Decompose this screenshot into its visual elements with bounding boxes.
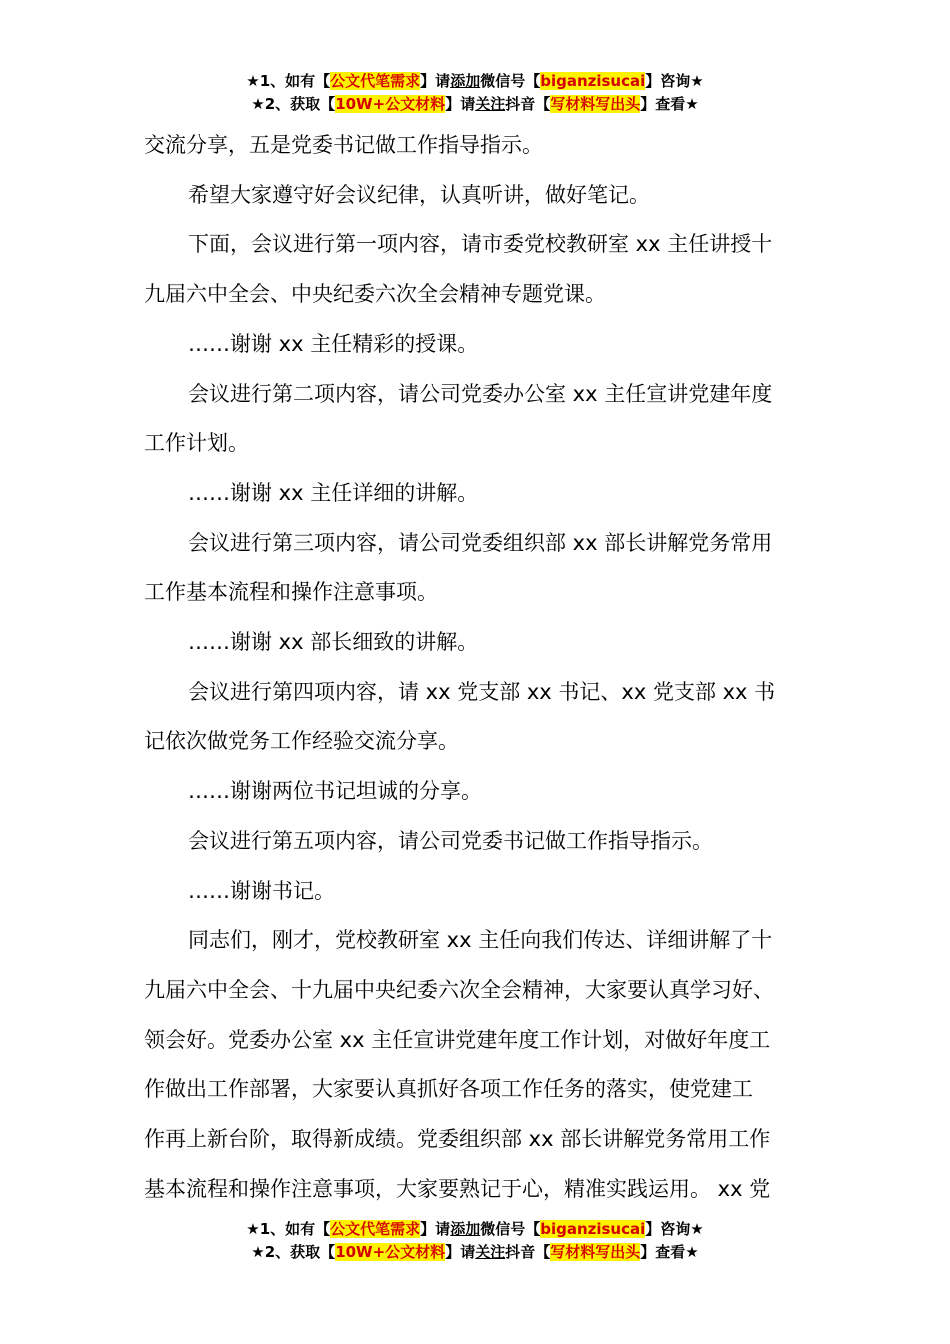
text-line: 同志们，刚才，党校教研室 xx 主任向我们传达、详细讲解了十 bbox=[188, 928, 773, 953]
banner-emphasis: 添加 bbox=[450, 72, 481, 90]
banner-text: ★1、如有【 bbox=[246, 1220, 331, 1238]
text-line: 会议进行第二项内容，请公司党委办公室 xx 主任宣讲党建年度 bbox=[188, 381, 773, 406]
banner-highlight: 写材料写出头 bbox=[550, 95, 641, 113]
text-line: ……谢谢 xx 部长细致的讲解。 bbox=[188, 630, 479, 655]
banner-text: 】请 bbox=[445, 95, 476, 113]
text-line: 基本流程和操作注意事项，大家要熟记于心，精准实践运用。 xx 党 bbox=[144, 1176, 771, 1201]
banner-text: 】咨询★ bbox=[645, 72, 704, 90]
banner-text: 微信号【 bbox=[480, 72, 541, 90]
banner-highlight: 10W+公文材料 bbox=[335, 1243, 446, 1261]
text-line: 工作基本流程和操作注意事项。 bbox=[144, 580, 438, 605]
banner-line-1 bbox=[0, 1218, 950, 1241]
footer-banner bbox=[0, 1218, 950, 1264]
banner-text: 抖音【 bbox=[505, 1243, 551, 1261]
banner-text: 微信号【 bbox=[480, 1220, 541, 1238]
text-line: 下面，会议进行第一项内容，请市委党校教研室 xx 主任讲授十 bbox=[188, 232, 773, 257]
banner-text: 】请 bbox=[420, 1220, 451, 1238]
banner-emphasis: 添加 bbox=[450, 1220, 481, 1238]
text-line: 九届六中全会、中央纪委六次全会精神专题党课。 bbox=[144, 282, 606, 307]
text-line: 交流分享，五是党委书记做工作指导指示。 bbox=[144, 133, 543, 157]
banner-line-2 bbox=[0, 93, 950, 116]
banner-highlight: biganzisucai bbox=[540, 1220, 646, 1238]
banner-line-2 bbox=[0, 1241, 950, 1264]
banner-text: 】请 bbox=[420, 72, 451, 90]
text-line: ……谢谢 xx 主任精彩的授课。 bbox=[188, 331, 479, 356]
banner-highlight: 公文代笔需求 bbox=[330, 1220, 421, 1238]
banner-line-1 bbox=[0, 70, 950, 93]
banner-text: ★1、如有【 bbox=[246, 72, 331, 90]
banner-highlight: 公文代笔需求 bbox=[330, 72, 421, 90]
text-line: 记依次做党务工作经验交流分享。 bbox=[144, 729, 459, 754]
banner-text: 】咨询★ bbox=[645, 1220, 704, 1238]
banner-text: 】请 bbox=[445, 1243, 476, 1261]
banner-emphasis: 关注 bbox=[475, 95, 506, 113]
banner-text: ★2、获取【 bbox=[251, 95, 336, 113]
text-line: 作做出工作部署，大家要认真抓好各项工作任务的落实，使党建工 bbox=[144, 1077, 753, 1102]
text-line: 工作计划。 bbox=[144, 431, 249, 456]
text-line: 领会好。党委办公室 xx 主任宣讲党建年度工作计划，对做好年度工 bbox=[144, 1027, 771, 1052]
text-line: 九届六中全会、十九届中央纪委六次全会精神，大家要认真学习好、 bbox=[144, 977, 774, 1002]
text-line: ……谢谢 xx 主任详细的讲解。 bbox=[188, 480, 479, 505]
banner-text: 】查看★ bbox=[640, 95, 699, 113]
text-line: 作再上新台阶，取得新成绩。党委组织部 xx 部长讲解党务常用工作 bbox=[144, 1127, 771, 1152]
text-line: 会议进行第五项内容，请公司党委书记做工作指导指示。 bbox=[188, 828, 713, 853]
text-line: 希望大家遵守好会议纪律，认真听讲，做好笔记。 bbox=[188, 182, 650, 207]
text-line: ……谢谢两位书记坦诚的分享。 bbox=[188, 779, 482, 804]
banner-text: 】查看★ bbox=[640, 1243, 699, 1261]
banner-highlight: 10W+公文材料 bbox=[335, 95, 446, 113]
header-banner bbox=[0, 70, 950, 116]
banner-highlight: 写材料写出头 bbox=[550, 1243, 641, 1261]
banner-text: 抖音【 bbox=[505, 95, 551, 113]
banner-highlight: biganzisucai bbox=[540, 72, 646, 90]
text-line: 会议进行第四项内容，请 xx 党支部 xx 书记、xx 党支部 xx 书 bbox=[188, 679, 776, 704]
banner-text: ★2、获取【 bbox=[251, 1243, 336, 1261]
text-line: ……谢谢书记。 bbox=[188, 878, 335, 903]
banner-emphasis: 关注 bbox=[475, 1243, 506, 1261]
text-line: 会议进行第三项内容，请公司党委组织部 xx 部长讲解党务常用 bbox=[188, 530, 773, 555]
document-body bbox=[144, 121, 814, 1214]
